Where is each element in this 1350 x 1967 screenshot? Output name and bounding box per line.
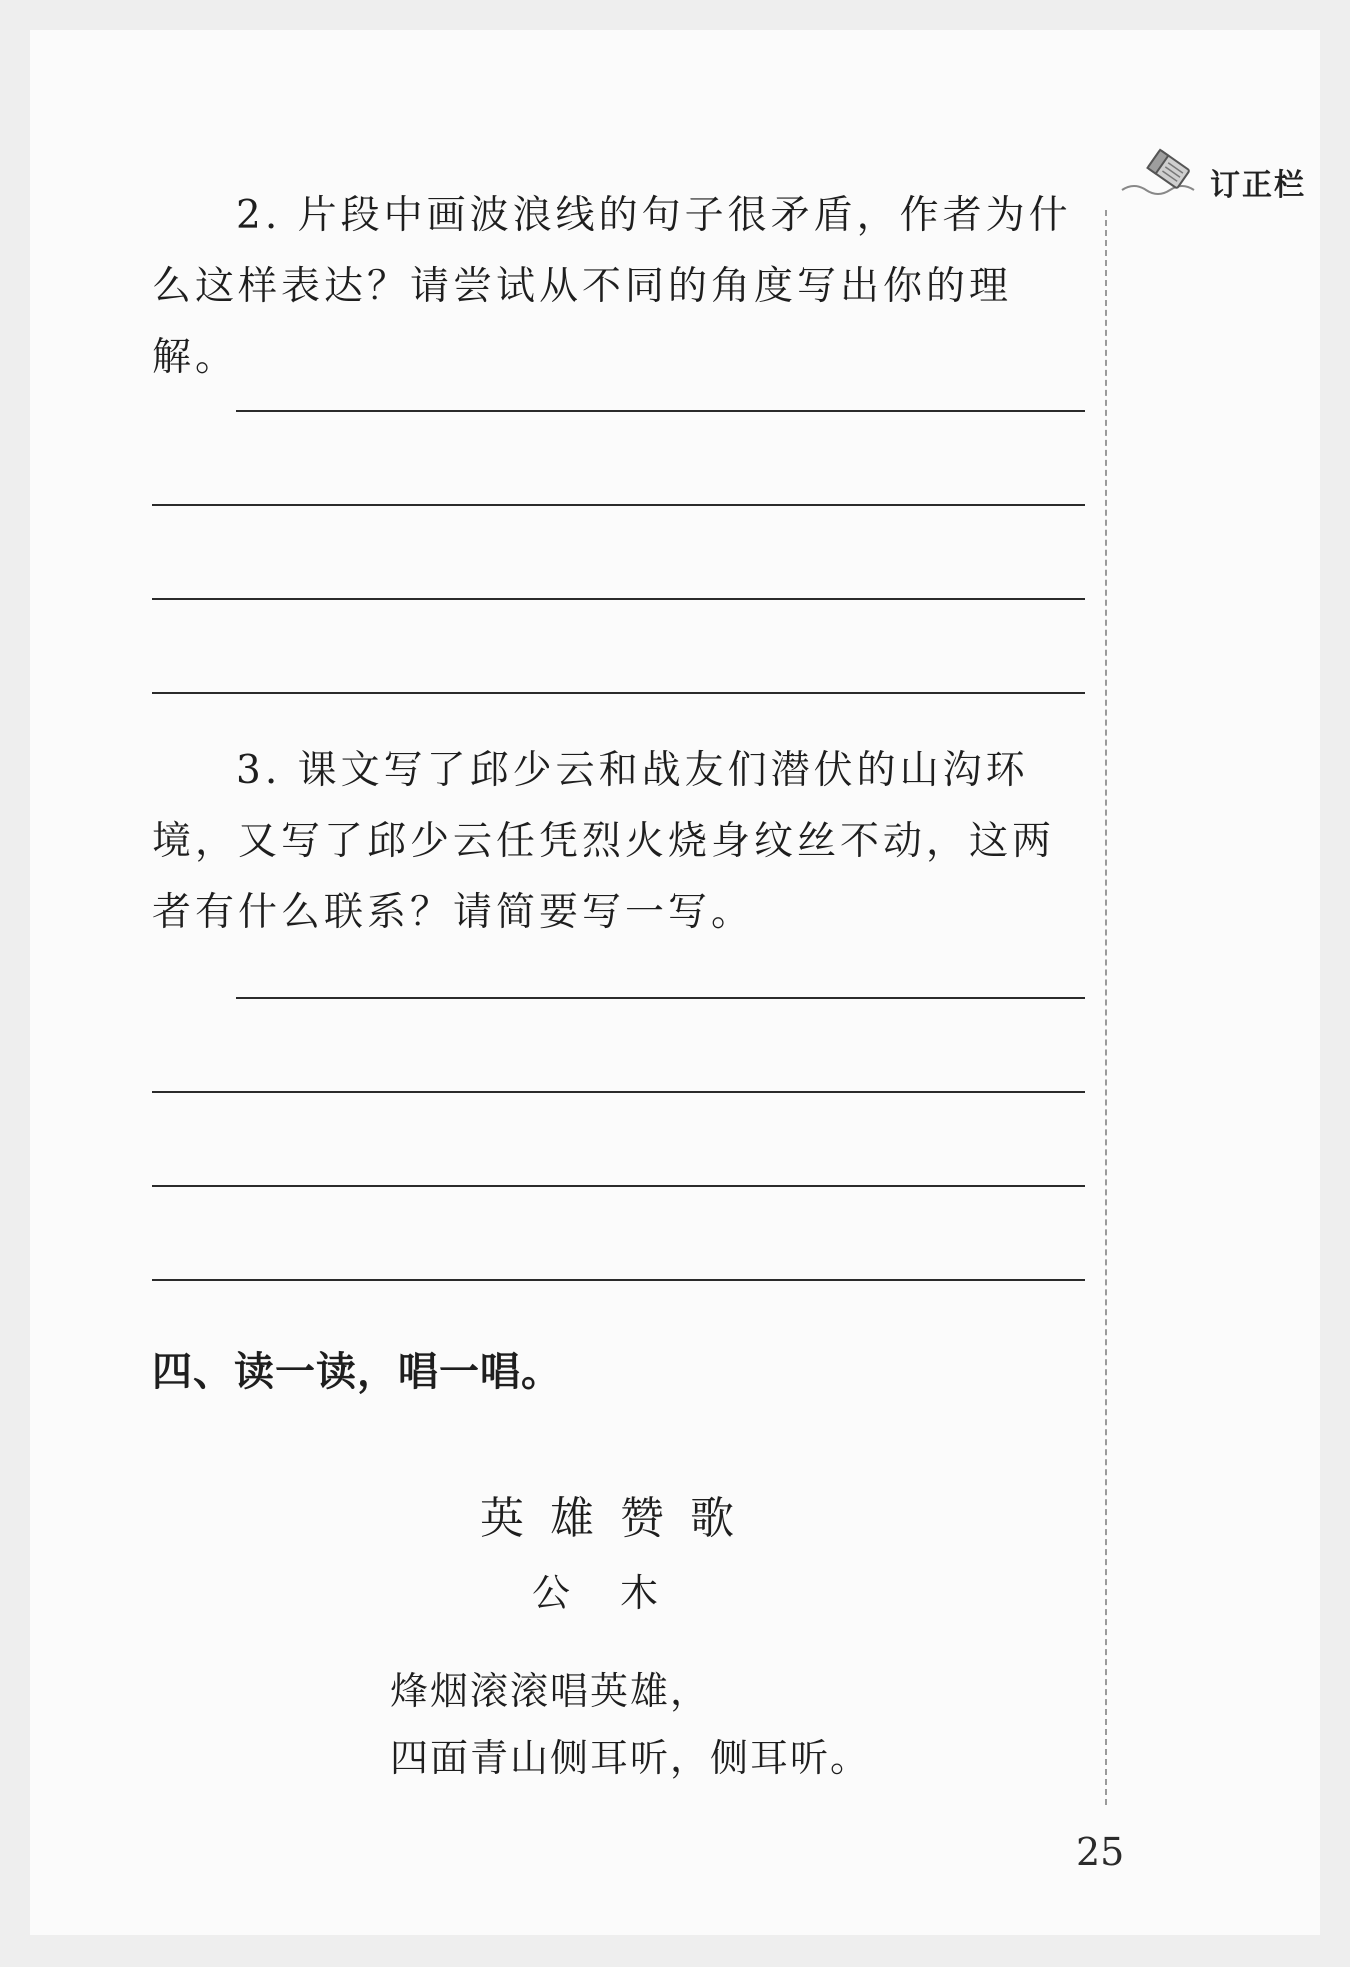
poem-title: 英雄赞歌 — [480, 1493, 760, 1544]
question-3-text: 3. 课文写了邱少云和战友们潜伏的山沟环境，又写了邱少云任凭烈火烧身纹丝不动，这两者有什么联系？请简要写一写。 — [152, 748, 1056, 935]
correction-column-label: 订正栏 — [1210, 168, 1306, 203]
poem-line: 四面青山侧耳听，侧耳听。 — [390, 1736, 871, 1780]
pencil-eraser-icon — [1120, 148, 1210, 203]
workbook-page — [30, 30, 1320, 1935]
answer-line[interactable] — [152, 598, 1085, 600]
answer-line[interactable] — [236, 997, 1085, 999]
answer-line[interactable] — [152, 1279, 1085, 1281]
answer-line[interactable] — [152, 1185, 1085, 1187]
section-title: 四、读一读，唱一唱。 — [152, 1349, 562, 1395]
correction-column-header — [1120, 148, 1330, 208]
page-number: 25 — [1076, 1830, 1125, 1874]
question-2-text: 2. 片段中画波浪线的句子很矛盾，作者为什么这样表达？请尝试从不同的角度写出你的理解。 — [152, 193, 1072, 380]
poem-line: 烽烟滚滚唱英雄， — [390, 1669, 711, 1713]
answer-line[interactable] — [152, 1091, 1085, 1093]
poem-author: 公木 — [531, 1571, 708, 1615]
answer-line[interactable] — [152, 504, 1085, 506]
answer-line[interactable] — [236, 410, 1085, 412]
answer-line[interactable] — [152, 692, 1085, 694]
